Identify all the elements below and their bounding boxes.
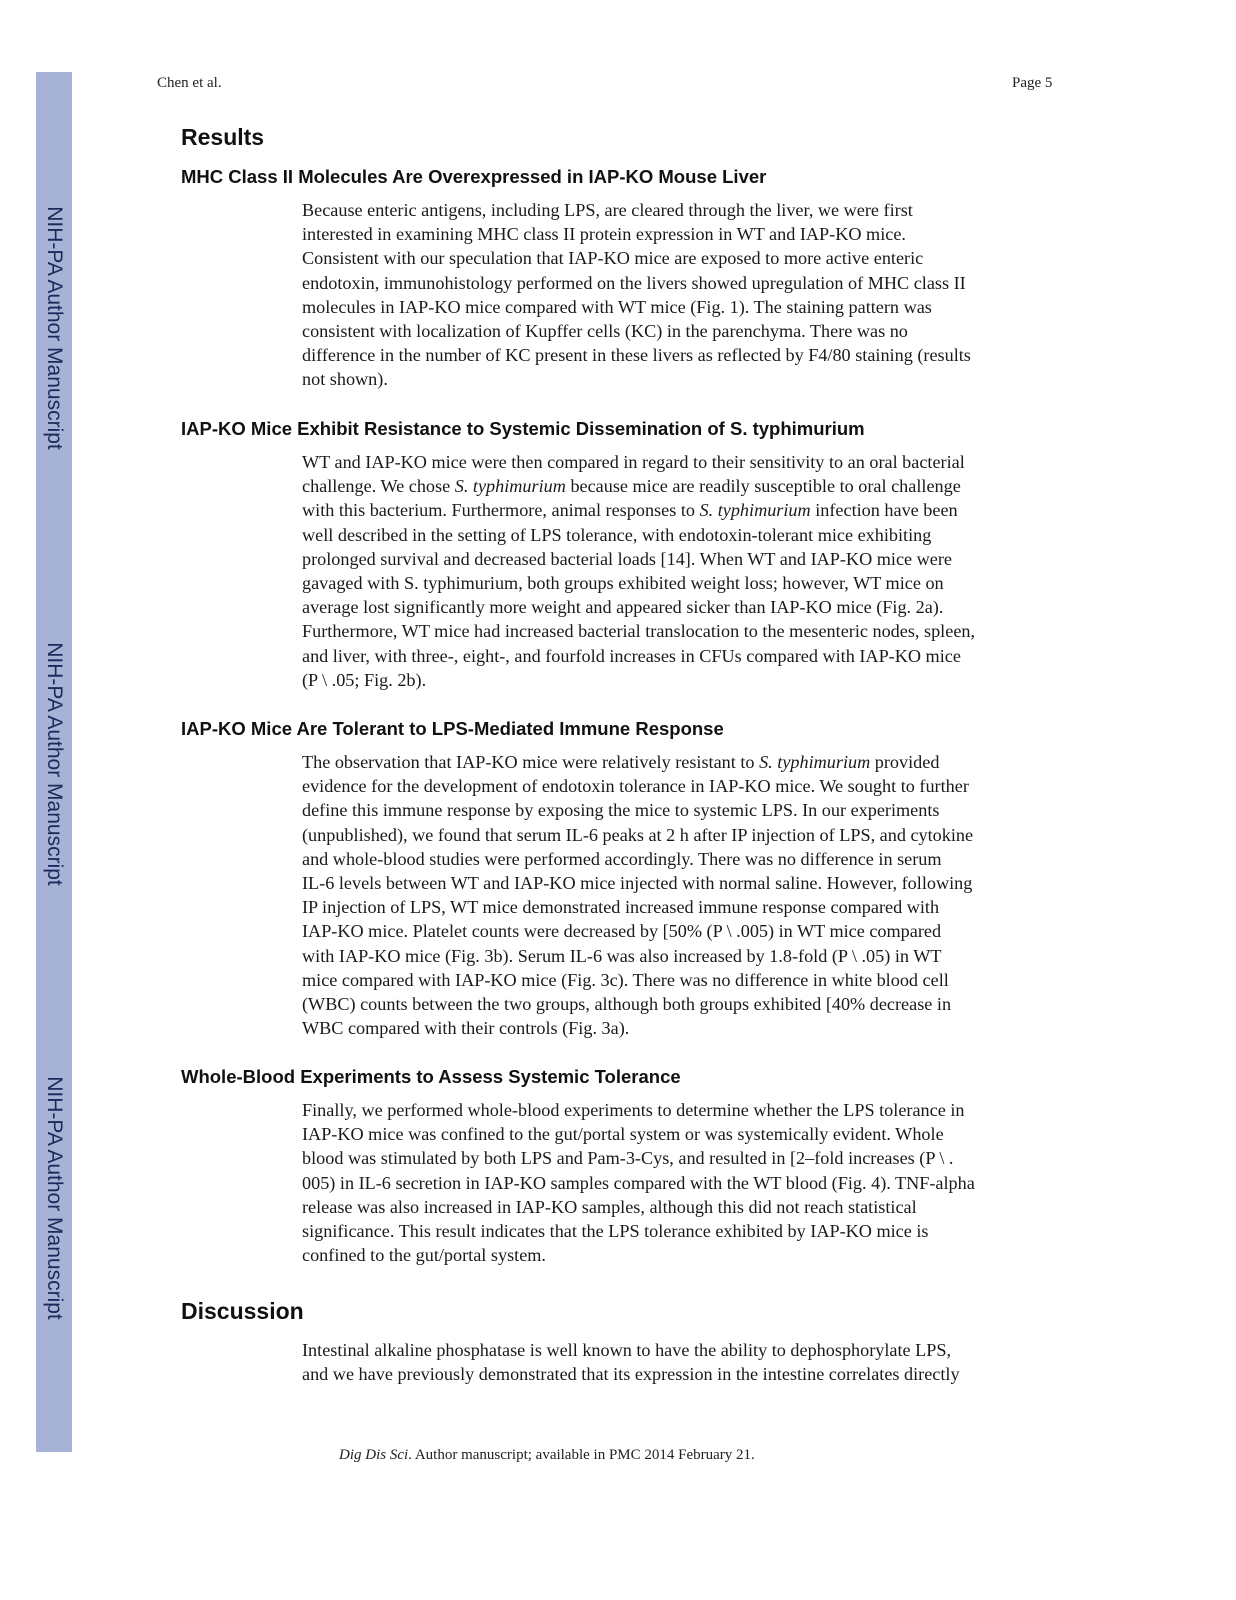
- page-number: Page 5: [1012, 75, 1053, 91]
- text-line: average lost significantly more weight and appeared sicker than IAP-KO mice (Fig. 2a).: [302, 597, 944, 618]
- section-paragraph: [302, 1098, 1054, 1267]
- banner-label: NIH-PA Author Manuscript: [43, 1076, 66, 1320]
- section-paragraph: [302, 450, 1054, 692]
- section-heading: IAP-KO Mice Are Tolerant to LPS-Mediated Immune Response: [181, 718, 724, 739]
- section-paragraph: [302, 750, 1054, 1040]
- text-line: Furthermore, WT mice had increased bacterial translocation to the mesenteric nodes, spleen,: [302, 621, 976, 642]
- section-paragraph: [302, 198, 1054, 392]
- text-line: (unpublished), we found that serum IL-6 peaks at 2 h after IP injection of LPS, and cytokine: [302, 824, 974, 845]
- text-line: significance. This result indicates that the LPS tolerance exhibited by IAP-KO mice is: [302, 1221, 929, 1242]
- footer-citation: [339, 1447, 755, 1464]
- text-line: and whole-blood studies were performed accordingly. There was no difference in serum: [302, 848, 942, 869]
- text-line: Because enteric antigens, including LPS, are cleared through the liver, we were first: [302, 200, 913, 220]
- text-line: release was also increased in IAP-KO samples, although this did not reach statistical: [302, 1196, 917, 1217]
- text-line: with this bacterium. Furthermore, animal responses to S. typhimurium infection have been: [302, 500, 958, 521]
- text-line: and liver, with three-, eight-, and fourfold increases in CFUs compared with IAP-KO mice: [302, 645, 961, 666]
- text-line: (WBC) counts between the two groups, although both groups exhibited [40% decrease in: [302, 994, 952, 1015]
- text-line: well described in the setting of LPS tolerance, with endotoxin-tolerant mice exhibiting: [302, 524, 932, 545]
- banner-label: NIH-PA Author Manuscript: [43, 206, 66, 450]
- text-line: IP injection of LPS, WT mice demonstrated increased immune response compared with: [302, 897, 940, 918]
- text-line: Consistent with our speculation that IAP-KO mice are exposed to more active enteric: [302, 248, 924, 269]
- text-line: IAP-KO mice. Platelet counts were decreased by [50% (P \ .005) in WT mice compared: [302, 921, 942, 942]
- section-heading: MHC Class II Molecules Are Overexpressed in IAP-KO Mouse Liver: [181, 166, 767, 187]
- text-line: challenge. We chose S. typhimurium because mice are readily susceptible to oral challenge: [302, 476, 961, 497]
- text-line: interested in examining MHC class II protein expression in WT and IAP-KO mice.: [302, 224, 906, 245]
- text-line: IAP-KO mice was confined to the gut/portal system or was systemically evident. Whole: [302, 1124, 944, 1145]
- banner-label: NIH-PA Author Manuscript: [43, 642, 66, 886]
- text-line: The observation that IAP-KO mice were relatively resistant to S. typhimurium provided: [302, 752, 940, 772]
- text-line: WT and IAP-KO mice were then compared in regard to their sensitivity to an oral bacterial: [302, 452, 965, 472]
- text-line: Finally, we performed whole-blood experiments to determine whether the LPS tolerance in: [302, 1100, 965, 1120]
- text-line: and we have previously demonstrated that its expression in the intestine correlates directly: [302, 1364, 960, 1385]
- text-line: blood was stimulated by both LPS and Pam-3-Cys, and resulted in [2–fold increases (P \ .: [302, 1148, 954, 1169]
- text-line: Intestinal alkaline phosphatase is well known to have the ability to dephosphorylate LPS,: [302, 1340, 952, 1360]
- text-line: evidence for the development of endotoxin tolerance in IAP-KO mice. We sought to further: [302, 776, 969, 797]
- text-line: confined to the gut/portal system.: [302, 1245, 546, 1266]
- text-line: consistent with localization of Kupffer cells (KC) in the parenchyma. There was no: [302, 321, 908, 342]
- text-line: with IAP-KO mice (Fig. 3b). Serum IL-6 was also increased by 1.8-fold (P \ .05) in WT: [302, 945, 942, 966]
- text-line: WBC compared with their controls (Fig. 3a).: [302, 1018, 630, 1039]
- text-line: 005) in IL-6 secretion in IAP-KO samples compared with the WT blood (Fig. 4). TNF-alpha: [302, 1172, 975, 1193]
- running-head-authors: Chen et al.: [157, 75, 222, 91]
- section-heading: Whole-Blood Experiments to Assess Systemic Tolerance: [181, 1066, 681, 1087]
- text-line: define this immune response by exposing the mice to systemic LPS. In our experiments: [302, 800, 940, 821]
- results-heading: Results: [181, 124, 265, 150]
- text-line: gavaged with S. typhimurium, both groups exhibited weight loss; however, WT mice on: [302, 573, 944, 594]
- text-line: difference in the number of KC present in these livers as reflected by F4/80 staining (results: [302, 345, 971, 366]
- text-line: not shown).: [302, 369, 388, 390]
- text-line: prolonged survival and decreased bacterial loads [14]. When WT and IAP-KO mice were: [302, 548, 952, 569]
- discussion-paragraph: [302, 1338, 1054, 1386]
- text-line: endotoxin, immunohistology performed on the livers showed upregulation of MHC class II: [302, 272, 966, 293]
- text-line: molecules in IAP-KO mice compared with WT mice (Fig. 1). The staining pattern was: [302, 296, 932, 317]
- section-heading: IAP-KO Mice Exhibit Resistance to Systemic Dissemination of S. typhimurium: [181, 418, 865, 439]
- journal-name: Dig Dis Sci: [339, 1447, 409, 1463]
- discussion-heading: Discussion: [181, 1298, 304, 1324]
- text-line: IL-6 levels between WT and IAP-KO mice injected with normal saline. However, following: [302, 873, 973, 894]
- text-line: mice compared with IAP-KO mice (Fig. 3c). There was no difference in white blood cell: [302, 969, 949, 990]
- text-line: (P \ .05; Fig. 2b).: [302, 669, 427, 690]
- availability-note: . Author manuscript; available in PMC 2014 February 21.: [408, 1447, 755, 1463]
